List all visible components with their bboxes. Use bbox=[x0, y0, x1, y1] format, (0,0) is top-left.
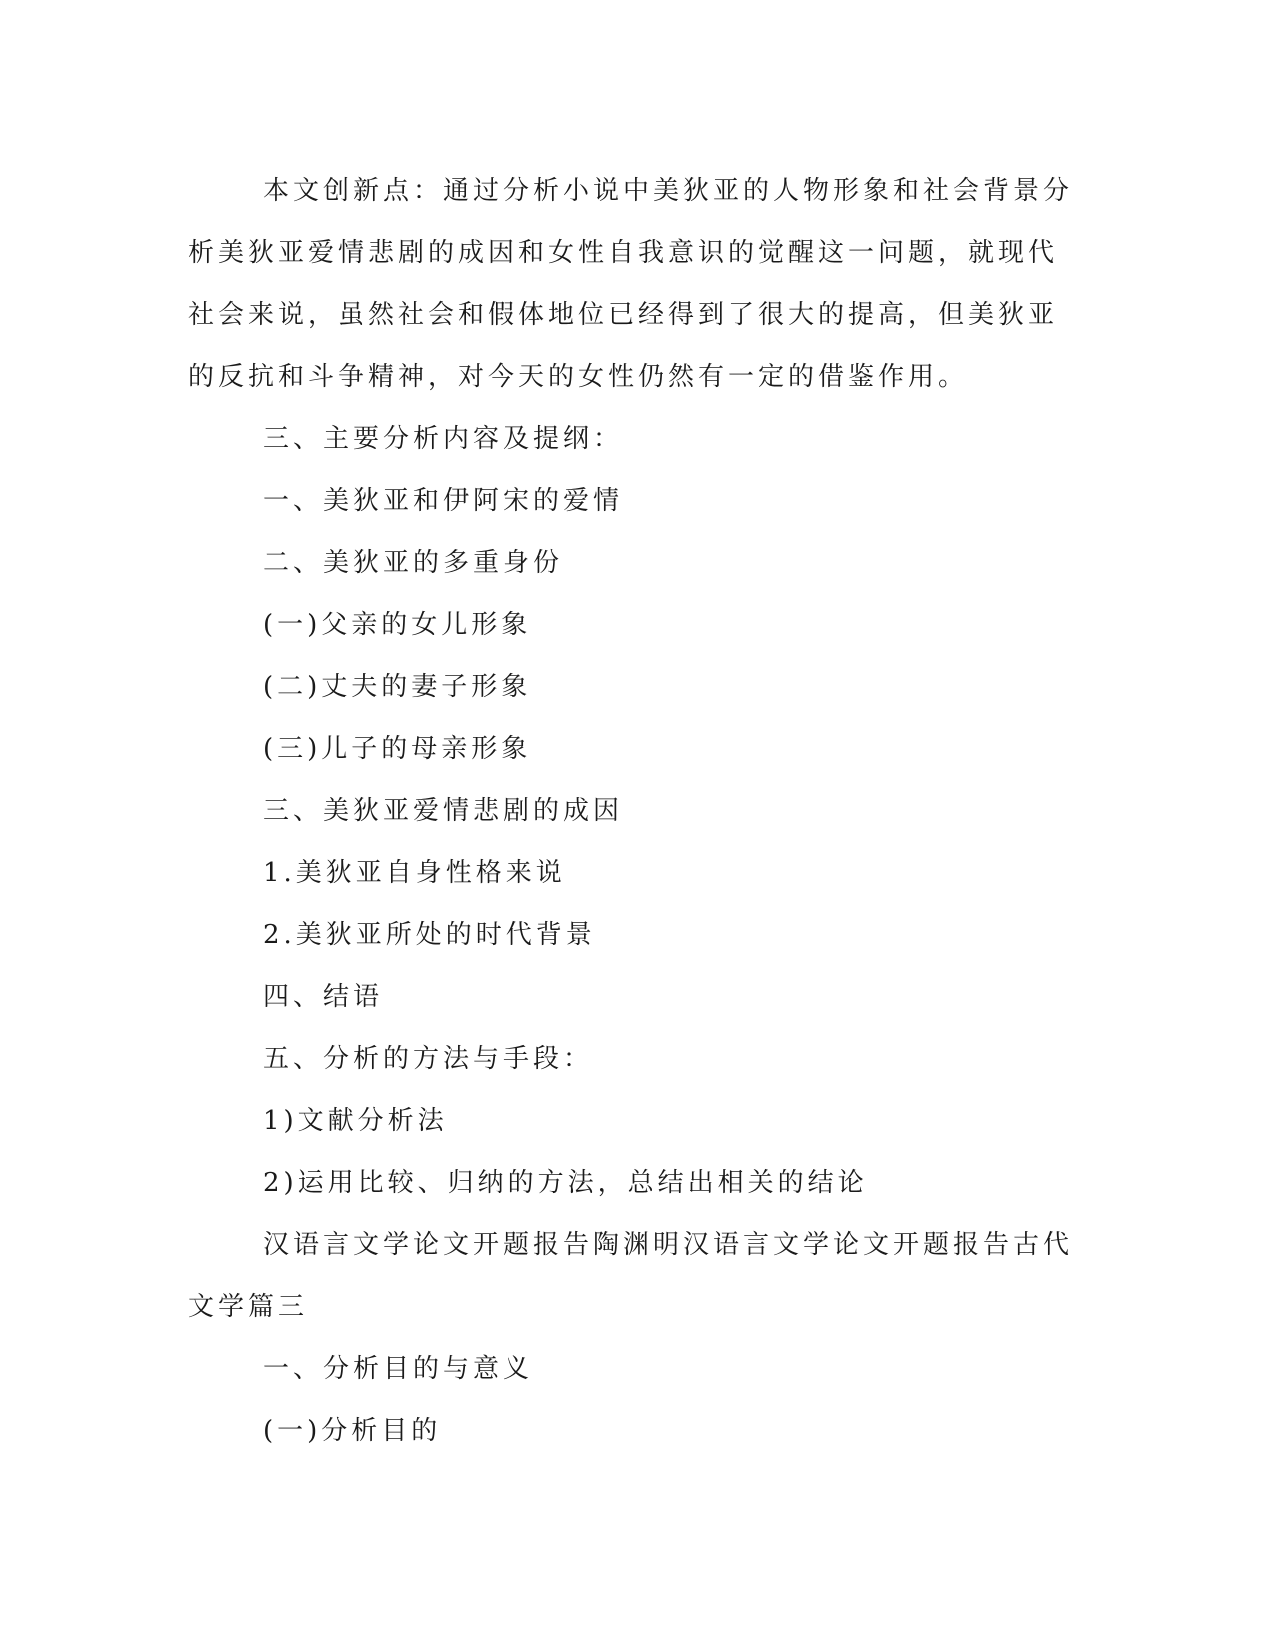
subheading-purpose: (一)分析目的 bbox=[263, 1416, 442, 1446]
section-title-part-three: 汉语言文学论文开题报告陶渊明汉语言文学论文开题报告古代文学篇三 bbox=[188, 1230, 1074, 1322]
heading-methods: 五、分析的方法与手段： bbox=[263, 1044, 594, 1074]
method-item-2: 2)运用比较、归纳的方法，总结出相关的结论 bbox=[263, 1168, 868, 1198]
outline-subitem-2: (二)丈夫的妻子形象 bbox=[263, 672, 532, 702]
outline-item-3: 三、美狄亚爱情悲剧的成因 bbox=[263, 796, 624, 826]
paragraph-innovation: 本文创新点：通过分析小说中美狄亚的人物形象和社会背景分析美狄亚爱情悲剧的成因和女性自我意识的觉醒这一问题，就现代社会来说，虽然社会和假体地位已经得到了很大的提高，但美狄亚的反抗和斗争精神，对今天的女性仍然有一定的借鉴作用。 bbox=[188, 176, 1074, 392]
outline-numbered-1: 1.美狄亚自身性格来说 bbox=[263, 858, 566, 888]
method-item-1: 1)文献分析法 bbox=[263, 1106, 448, 1136]
heading-purpose-significance: 一、分析目的与意义 bbox=[263, 1354, 534, 1384]
heading-main-content-outline: 三、主要分析内容及提纲： bbox=[263, 424, 624, 454]
outline-numbered-2: 2.美狄亚所处的时代背景 bbox=[263, 920, 596, 950]
outline-item-4: 四、结语 bbox=[263, 982, 384, 1012]
outline-item-1: 一、美狄亚和伊阿宋的爱情 bbox=[263, 486, 624, 516]
outline-item-2: 二、美狄亚的多重身份 bbox=[263, 548, 564, 578]
document-body bbox=[188, 160, 1081, 1462]
outline-subitem-3: (三)儿子的母亲形象 bbox=[263, 734, 532, 764]
outline-subitem-1: (一)父亲的女儿形象 bbox=[263, 610, 532, 640]
